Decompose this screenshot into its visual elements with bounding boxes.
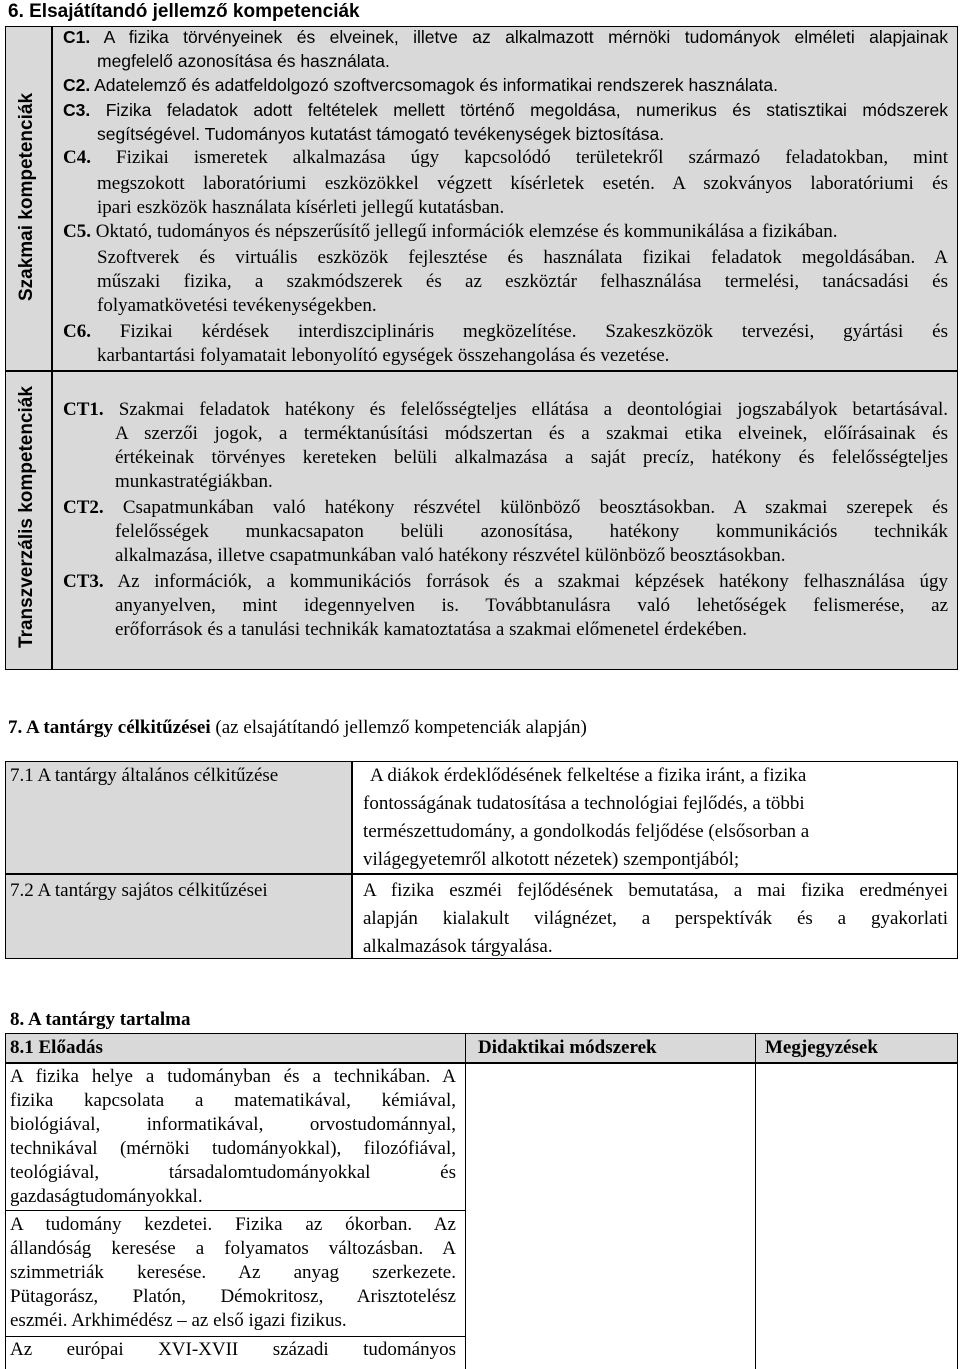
- section-7-title-bold: 7. A tantárgy célkitűzései: [8, 717, 211, 738]
- competency-line: [97, 344, 948, 368]
- objective-general-text: fontosságának tudatosítása a technológiai fejlődés, a többi: [363, 793, 805, 814]
- competency-text: megszokott laboratóriumi eszközökkel végzett kísérletek esetén. A szokványos laboratóriumi és: [97, 173, 948, 194]
- competency-text: segítségével. Tudományos kutatást támogató tevékenységek biztosítása.: [97, 124, 665, 144]
- competency-text: karbantartási folyamatait lebonyolító egységek összehangolása és vezetése.: [97, 345, 670, 366]
- lecture-topic-line: állandóság keresése a folyamatos változásban. A: [10, 1238, 456, 1259]
- competency-text: Adatelemző és adatfeldolgozó szoftvercsomagok és informatikai rendszerek használata.: [90, 75, 778, 95]
- competency-line: [115, 446, 948, 470]
- lecture-topic-line: gazdaságtudományokkal.: [10, 1186, 203, 1207]
- lecture-topic-line: biológiával, informatikával, orvostudománnyal,: [10, 1114, 456, 1135]
- section-8-title: 8. A tantárgy tartalma: [10, 1009, 191, 1030]
- competency-text: Fizikai ismeretek alkalmazása úgy kapcsolódó területekről származó feladatokban, mint: [90, 147, 948, 168]
- competency-code: CT1.: [63, 399, 104, 420]
- competency-line: [97, 172, 948, 196]
- objective-general-text: világegyetemről alkotott nézetek) szempontjából;: [363, 849, 740, 870]
- competency-text: műszaki fizika, a szakmódszerek és az eszköztár felhasználása termelési, tanácsadási és: [97, 271, 948, 292]
- competency-text: értékeinak törvényes kereteken belüli alkalmazása a saját precíz, hatékony és felelősségteljes: [115, 447, 948, 468]
- competency-text: munkastratégiákban.: [115, 471, 273, 492]
- competency-line: [97, 196, 948, 220]
- competency-text: folyamatkövetési tevékenységekben.: [97, 295, 377, 316]
- competency-text: A szerzői jogok, a terméktanúsítási módszertan és a szakmai etika elveinek, előírásainak és: [115, 423, 948, 444]
- competency-text: Szoftverek és virtuális eszközök fejlesztése és használata fizikai feladatok megoldásában. A: [97, 247, 948, 268]
- objective-general-text: A diákok érdeklődésének felkeltése a fizika iránt, a fizika: [370, 765, 807, 786]
- lecture-topic-line: fizika kapcsolata a matematikával, kémiával,: [10, 1090, 456, 1111]
- competency-text: anyanyelven, mint idegennyelven is. Továbbtanulásra való lehetőségek felismerése, az: [115, 595, 948, 616]
- lecture-topic-line: Pütagorász, Platón, Démokritosz, Arisztotelész: [10, 1286, 456, 1307]
- competency-line: [115, 422, 948, 446]
- header-didactic-methods: Didaktikai módszerek: [478, 1037, 657, 1058]
- header-remarks: Megjegyzések: [765, 1037, 878, 1058]
- competency-code: C4.: [63, 147, 91, 168]
- competency-code: C5.: [63, 221, 91, 242]
- competency-code: C6.: [63, 321, 91, 342]
- competency-line: [115, 594, 948, 618]
- competency-code: C2.: [63, 75, 91, 95]
- competency-text: Oktató, tudományos és népszerűsítő jellegű információk elemzése és kommunikálása a fizikában.: [90, 221, 838, 242]
- competency-code: CT2.: [63, 497, 104, 518]
- competency-line: [115, 618, 948, 642]
- competency-line: [97, 122, 948, 146]
- competency-line: [63, 320, 948, 344]
- lecture-topic-line: teológiával, társadalomtudományokkal és: [10, 1162, 456, 1183]
- competency-text: alkalmazása, illetve csapatmunkában való hatékony részvétel különböző beosztásokban.: [115, 545, 786, 566]
- competency-line: [97, 270, 948, 294]
- competency-line: [63, 146, 948, 170]
- lecture-topic-line: Az európai XVI-XVII századi tudományos: [10, 1339, 456, 1360]
- section-6-title: 6. Elsajátítandó jellemző kompetenciák: [8, 1, 360, 22]
- section-7-title-rest: (az elsajátítandó jellemző kompetenciák alapján): [210, 717, 587, 738]
- objective-specific-label: 7.2 A tantárgy sajátos célkitűzései: [10, 880, 268, 901]
- competency-code: C3.: [63, 100, 91, 120]
- competency-text: Az információk, a kommunikációs források és a szakmai képzések hatékony felhasználása úgy: [103, 571, 948, 592]
- objective-general-label: 7.1 A tantárgy általános célkitűzése: [10, 765, 279, 786]
- competency-line: [115, 470, 948, 494]
- lecture-topic-line: szimmetriák keresése. Az anyag szerkezete.: [10, 1262, 456, 1283]
- competency-code: CT3.: [63, 571, 104, 592]
- competency-line: [63, 496, 948, 520]
- competency-line: [97, 49, 948, 73]
- competency-text: Fizikai kérdések interdiszciplináris megközelítése. Szakeszközök tervezési, gyártási és: [90, 321, 948, 342]
- competency-line: [115, 520, 948, 544]
- competency-text: ipari eszközök használata kísérleti jellegű kutatásban.: [97, 197, 505, 218]
- section-7-title: [8, 716, 587, 740]
- competency-line: [63, 73, 948, 97]
- lecture-topic-line: eszméi. Arkhimédész – az első igazi fizikus.: [10, 1310, 347, 1331]
- competency-line: [97, 294, 948, 318]
- header-lecture: 8.1 Előadás: [10, 1037, 103, 1058]
- objective-specific-text: A fizika eszméi fejlődésének bemutatása, a mai fizika eredményei: [363, 880, 948, 901]
- lecture-topic-line: technikával (mérnöki tudományokkal), filozófiával,: [10, 1138, 456, 1159]
- competency-line: [115, 544, 948, 568]
- objective-general-text: természettudomány, a gondolkodás feljődése (elsősorban a: [363, 821, 810, 842]
- competency-text: felelősségek munkacsapaton belüli azonosítása, hatékony kommunikációs technikák: [115, 521, 948, 542]
- competency-text: erőforrások és a tanulási technikák kamatoztatása a szakmai előmenetel érdekében.: [115, 619, 747, 640]
- lecture-topic-line: A tudomány kezdetei. Fizika az ókorban. Az: [10, 1214, 456, 1235]
- lecture-topic-line: A fizika helye a tudományban és a technikában. A: [10, 1066, 456, 1087]
- objective-specific-text: alkalmazások tárgyalása.: [363, 936, 553, 957]
- competency-code: C1.: [63, 27, 91, 47]
- competency-line: [63, 570, 948, 594]
- competency-line: [63, 25, 948, 49]
- competency-text: A fizika törvényeinek és elveinek, illetve az alkalmazott mérnöki tudományok elméleti alapjainak: [90, 27, 948, 47]
- competency-line: [63, 98, 948, 122]
- competency-line: [63, 220, 948, 244]
- competency-text: Fizika feladatok adott feltételek mellett történő megoldása, numerikus és statisztikai módszerek: [90, 100, 948, 120]
- objective-specific-text: alapján kialakult világnézet, a perspektívák és a gyakorlati: [363, 908, 948, 929]
- competency-line: [63, 398, 948, 422]
- competency-text: megfelelő azonosítása és használata.: [97, 51, 390, 71]
- competency-text: Csapatmunkában való hatékony részvétel különböző beosztásokban. A szakmai szerepek és: [103, 497, 948, 518]
- competency-text: Szakmai feladatok hatékony és felelősségteljes ellátása a deontológiai jogszabályok betartásával.: [103, 399, 948, 420]
- label-transversal-competencies: Transzverzális kompetenciák: [16, 386, 37, 648]
- competency-line: [97, 246, 948, 270]
- label-professional-competencies: Szakmai kompetenciák: [16, 92, 37, 302]
